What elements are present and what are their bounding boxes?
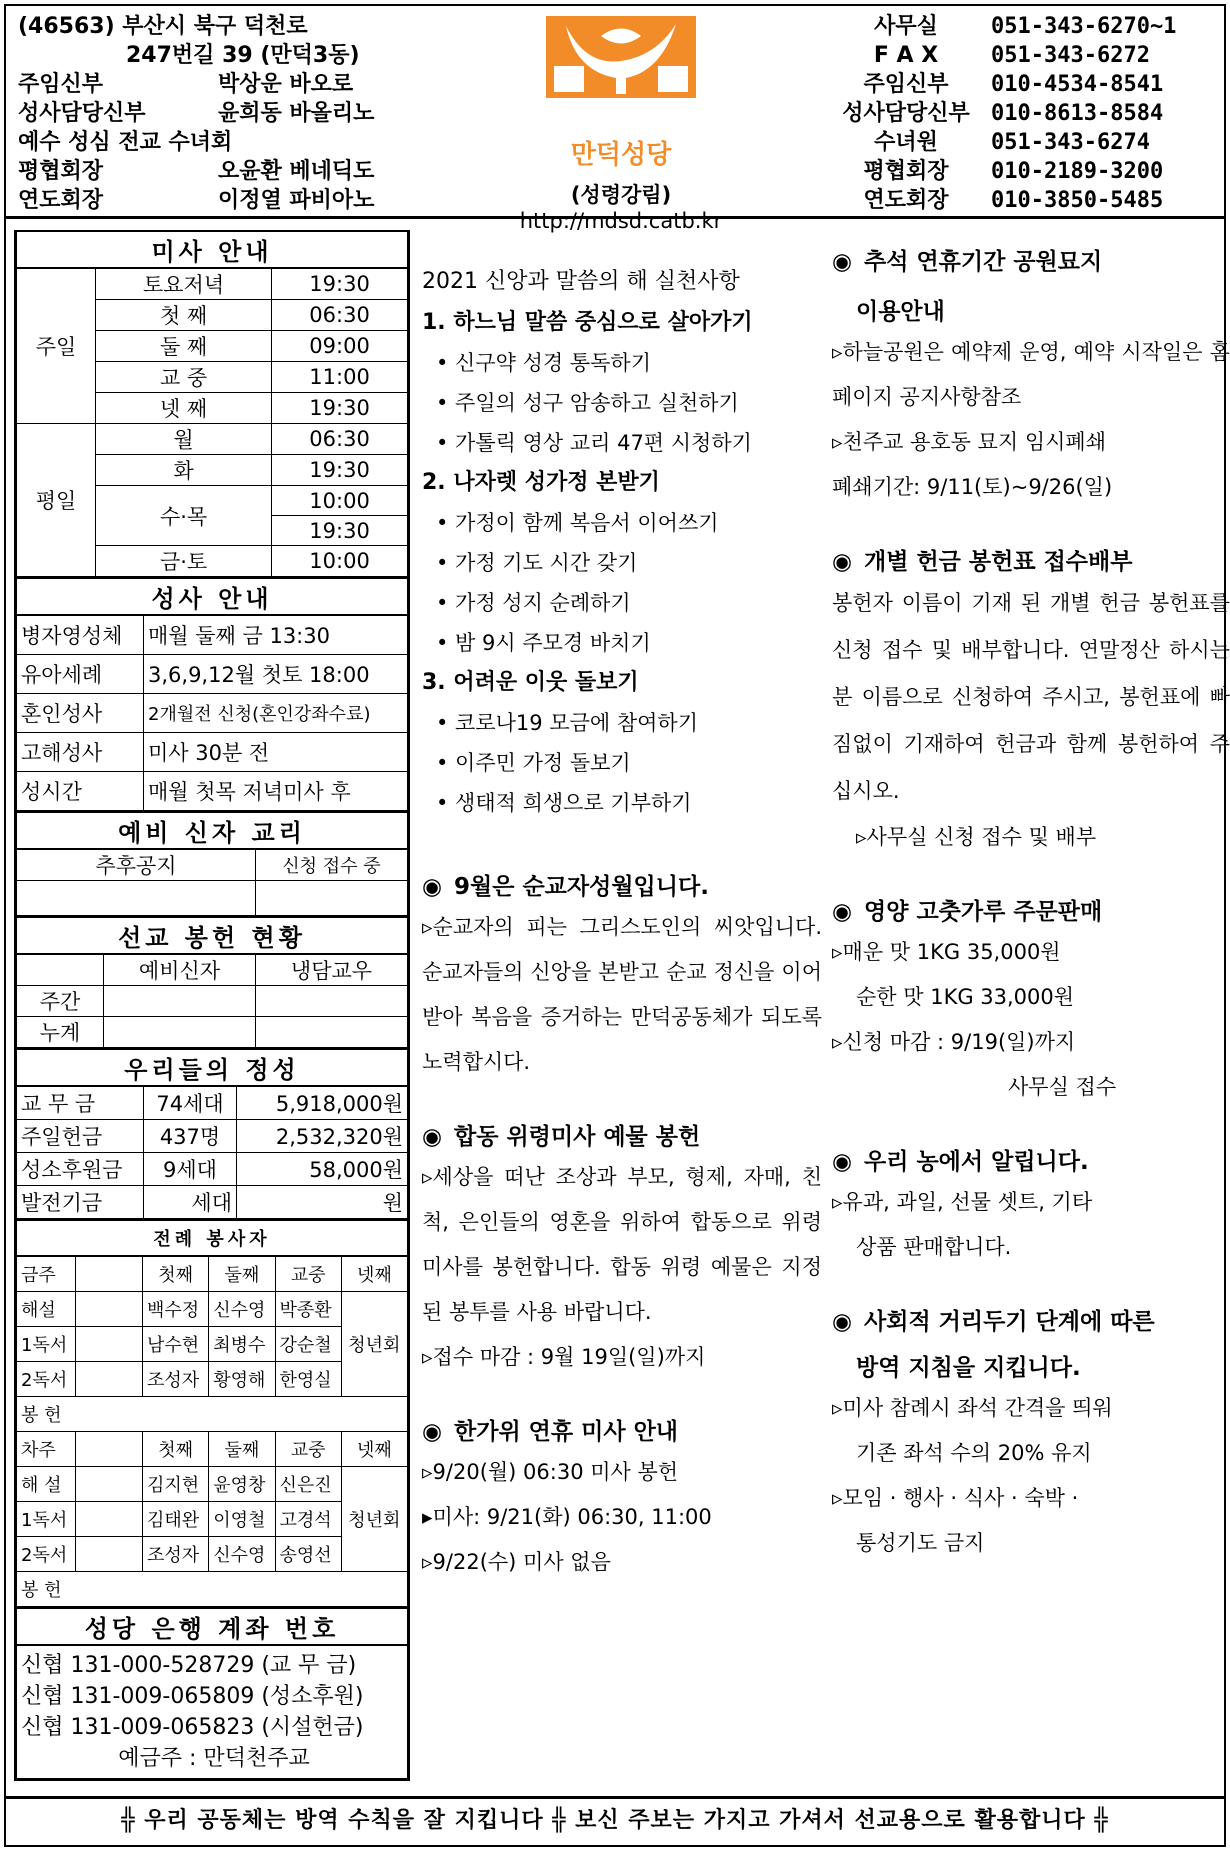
header-center xyxy=(496,16,746,233)
parish-url[interactable]: http://mdsd.catb.kr xyxy=(519,209,723,233)
notice-body: ▹모임 · 행사 · 식사 · 숙박 · xyxy=(832,1486,1079,1510)
practice-heading: 1. 하느님 말씀 중심으로 살아가기 xyxy=(422,310,753,335)
practice-item: • 이주민 가정 돌보기 xyxy=(436,751,631,775)
address-line-1: (46563) 부산시 북구 덕천로 xyxy=(18,14,308,39)
staff-row: 주임신부 박상운 바오로 xyxy=(18,72,354,97)
practice-item: • 주일의 성구 암송하고 실천하기 xyxy=(436,391,739,415)
offering-title: 우리들의 정성 xyxy=(17,1049,408,1086)
middle-column xyxy=(422,264,822,1585)
practice-item: • 신구약 성경 통독하기 xyxy=(436,351,651,375)
practice-heading: 3. 어려운 이웃 돌보기 xyxy=(422,670,639,695)
notice-heading: ◉ 우리 농에서 알립니다. xyxy=(832,1144,1230,1180)
sacrament-table: 성사 안내 병자영성체 매월 둘째 금 13:30 유아세례 3,6,9,12월 첫토 18:00 혼인성사 2개월전 신청(혼인강좌수료) 고해성사 미사 30분 전 성시간 매월 첫목 저녁미사 후 xyxy=(16,577,408,811)
contact-row: 성사담당신부 010-8613-8584 xyxy=(842,101,1164,126)
staff-row: 평협회장 오윤환 베네딕도 xyxy=(18,159,375,184)
notice-body: 사무실 접수 xyxy=(1008,1075,1117,1099)
notice-body: ▹세상을 떠난 조상과 부모, 형제, 자매, 친척, 은인들의 영혼을 위하여 합동으로 위령미사를 봉헌합니다. 합동 위령 예물은 지정된 봉투를 사용 바랍니다. xyxy=(422,1165,822,1324)
notice-body: ▹9/22(수) 미사 없음 xyxy=(422,1550,611,1574)
notice-heading: ◉ 개별 헌금 봉헌표 접수배부 xyxy=(832,544,1230,580)
notice-body: ▹미사 참례시 좌석 간격을 띄워 xyxy=(832,1396,1113,1420)
sacrament-title: 성사 안내 xyxy=(17,578,408,615)
contact-row: 주임신부 010-4534-8541 xyxy=(863,72,1164,97)
sunday-label: 주일 xyxy=(17,268,96,424)
notice-heading-cont: 방역 지침을 지킵니다. xyxy=(856,1355,1081,1381)
practice-item: • 가정 기도 시간 갖기 xyxy=(436,551,638,575)
notice-body: 폐쇄기간: 9/11(토)~9/26(일) xyxy=(832,475,1113,499)
contact-row: 연도회장 010-3850-5485 xyxy=(863,188,1164,213)
notice-body: 기존 좌석 수의 20% 유지 xyxy=(856,1441,1092,1465)
weekday-label: 평일 xyxy=(17,424,96,577)
offering-table: 우리들의 정성 교 무 금 74세대 5,918,000원 주일헌금 437명 2,532,320원 성소후원금 9세대 58,000원 발전기금 세대 원 xyxy=(16,1048,408,1219)
bulletin-page xyxy=(4,4,1230,1847)
notice-body: 봉헌자 이름이 기재 된 개별 헌금 봉헌표를 신청 접수 및 배부합니다. 연말정산 하시는 분 이름으로 신청하여 주시고, 봉헌표에 빠짐없이 기재하여 헌금과 함께 봉헌하여 주십시오. xyxy=(832,591,1230,803)
notice-body: ▹매운 맛 1KG 35,000원 xyxy=(832,940,1061,964)
notice-body: ▹9/20(월) 06:30 미사 봉헌 xyxy=(422,1460,679,1484)
bank-account: 신협 131-009-065823 (시설헌금) xyxy=(21,1715,364,1740)
header-contacts xyxy=(821,12,1221,215)
bullet-icon: ◉ xyxy=(832,899,853,925)
catechumen-title: 예비 신자 교리 xyxy=(17,812,408,849)
header xyxy=(6,6,1224,233)
notice-heading: ◉ 추석 연휴기간 공원묘지 xyxy=(832,244,1230,280)
notice-body: 순한 맛 1KG 33,000원 xyxy=(856,985,1075,1009)
contact-row: F A X 051-343-6272 xyxy=(873,43,1150,68)
notice-body: ▹유과, 과일, 선물 셋트, 기타 xyxy=(832,1190,1093,1214)
practice-title: 2021 신앙과 말씀의 해 실천사항 xyxy=(422,269,740,294)
practice-item: • 가정이 함께 복음서 이어쓰기 xyxy=(436,511,719,535)
bank-table xyxy=(16,1607,408,1779)
bank-title: 성당 은행 계좌 번호 xyxy=(17,1608,408,1645)
parish-logo-text: 만덕성당 xyxy=(570,140,672,170)
staff-row: 성사담당신부 윤희동 바올리노 xyxy=(18,101,375,126)
staff-row: 연도회장 이정열 파비아노 xyxy=(18,188,375,213)
practice-item: • 가정 성지 순례하기 xyxy=(436,591,631,615)
notice-body: ▹하늘공원은 예약제 운영, 예약 시작일은 홈페이지 공지사항참조 xyxy=(832,340,1230,409)
contact-row: 평협회장 010-2189-3200 xyxy=(863,159,1164,184)
right-column xyxy=(832,244,1230,1566)
practice-item: • 생태적 희생으로 기부하기 xyxy=(436,791,692,815)
notice-body: ▹천주교 용호동 묘지 임시폐쇄 xyxy=(832,430,1106,454)
practice-item: • 가톨릭 영상 교리 47편 시청하기 xyxy=(436,431,752,455)
bullet-icon: ◉ xyxy=(422,1124,443,1150)
notice-body: ▹접수 마감 : 9월 19일(일)까지 xyxy=(422,1345,706,1369)
contact-row: 사무실 051-343-6270~1 xyxy=(874,14,1177,39)
parish-patron: (성령강림) xyxy=(570,183,672,207)
bullet-icon: ◉ xyxy=(832,549,853,575)
bullet-icon: ◉ xyxy=(832,1309,853,1335)
bullet-icon: ◉ xyxy=(832,1149,853,1175)
mass-schedule-table: 미사 안내 주일 토요저녁 19:30 첫 째 06:30 둘 째 09:00 교 중 11:00 넷 째 19:30 평일 월 06:30 화 19:30 수·목 10:00 19:30 금·토 10:00 xyxy=(16,232,408,577)
notice-body: ▹순교자의 피는 그리스도인의 씨앗입니다. 순교자들의 신앙을 본받고 순교 정신을 이어받아 복음을 증거하는 만덕공동체가 되도록 노력합시다. xyxy=(422,915,822,1074)
bullet-icon: ◉ xyxy=(422,1419,443,1445)
left-info-column xyxy=(14,230,410,1781)
practice-item: • 코로나19 모금에 참여하기 xyxy=(436,711,698,735)
notice-body: ▸미사: 9/21(화) 06:30, 11:00 xyxy=(422,1505,712,1529)
address-line-2: 247번길 39 (만덕3동) xyxy=(126,43,360,68)
notice-body: ▹사무실 신청 접수 및 배부 xyxy=(856,825,1097,849)
servers-title: 전례 봉사자 xyxy=(17,1220,408,1256)
catechumen-table: 예비 신자 교리 추후공지 신청 접수 중 xyxy=(16,811,408,916)
bank-account: 신협 131-000-528729 (교 무 금) xyxy=(21,1653,357,1678)
notice-body: 통성기도 금지 xyxy=(856,1531,985,1555)
staff-row: 예수 성심 전교 수녀회 xyxy=(18,130,233,155)
notice-heading: ◉ 한가위 연휴 미사 안내 xyxy=(422,1414,822,1450)
notice-heading: ◉ 사회적 거리두기 단계에 따른 xyxy=(832,1304,1230,1340)
practice-heading: 2. 나자렛 성가정 본받기 xyxy=(422,470,660,495)
notice-heading: ◉ 9월은 순교자성월입니다. xyxy=(422,869,822,905)
bank-owner: 예금주 : 만덕천주교 xyxy=(118,1746,310,1771)
notice-body: ▹신청 마감 : 9/19(일)까지 xyxy=(832,1030,1076,1054)
notice-heading: ◉ 합동 위령미사 예물 봉헌 xyxy=(422,1119,822,1155)
notice-heading-cont: 이용안내 xyxy=(856,299,945,325)
bullet-icon: ◉ xyxy=(422,874,443,900)
notice-body: 상품 판매합니다. xyxy=(856,1235,1012,1259)
notice-heading: ◉ 영양 고춧가루 주문판매 xyxy=(832,894,1230,930)
parish-logo-icon xyxy=(546,16,696,128)
mass-title: 미사 안내 xyxy=(17,232,408,268)
contact-row: 수녀원 051-343-6274 xyxy=(874,130,1150,155)
practice-item: • 밤 9시 주모경 바치기 xyxy=(436,631,651,655)
mission-table: 선교 봉헌 현황 예비신자 냉담교우 주간 누계 xyxy=(16,916,408,1048)
header-left xyxy=(18,12,438,215)
bank-account: 신협 131-009-065809 (성소후원) xyxy=(21,1684,364,1709)
bullet-icon: ◉ xyxy=(832,249,853,275)
mission-title: 선교 봉헌 현황 xyxy=(17,917,408,954)
servers-table: 전례 봉사자 금주 첫째 둘째 교중 넷째 해설 백수정 신수영 박종환 청년회 1독서 남수현 최병수 강순철 2독서 조성자 황영해 한영실 봉 헌 차주 첫째 둘째 교중 넷째 해 설 김지현 윤영창 신은진 청년회 1독서 김태완 이영철 고경석 2독서 조성자 신수영 송영선 봉 헌 xyxy=(16,1219,408,1607)
footer-banner: ╬ 우리 공동체는 방역 수칙을 잘 지킵니다 ╬ 보신 주보는 가지고 가셔서 선교용으로 활용합니다 ╬ xyxy=(6,1796,1224,1845)
